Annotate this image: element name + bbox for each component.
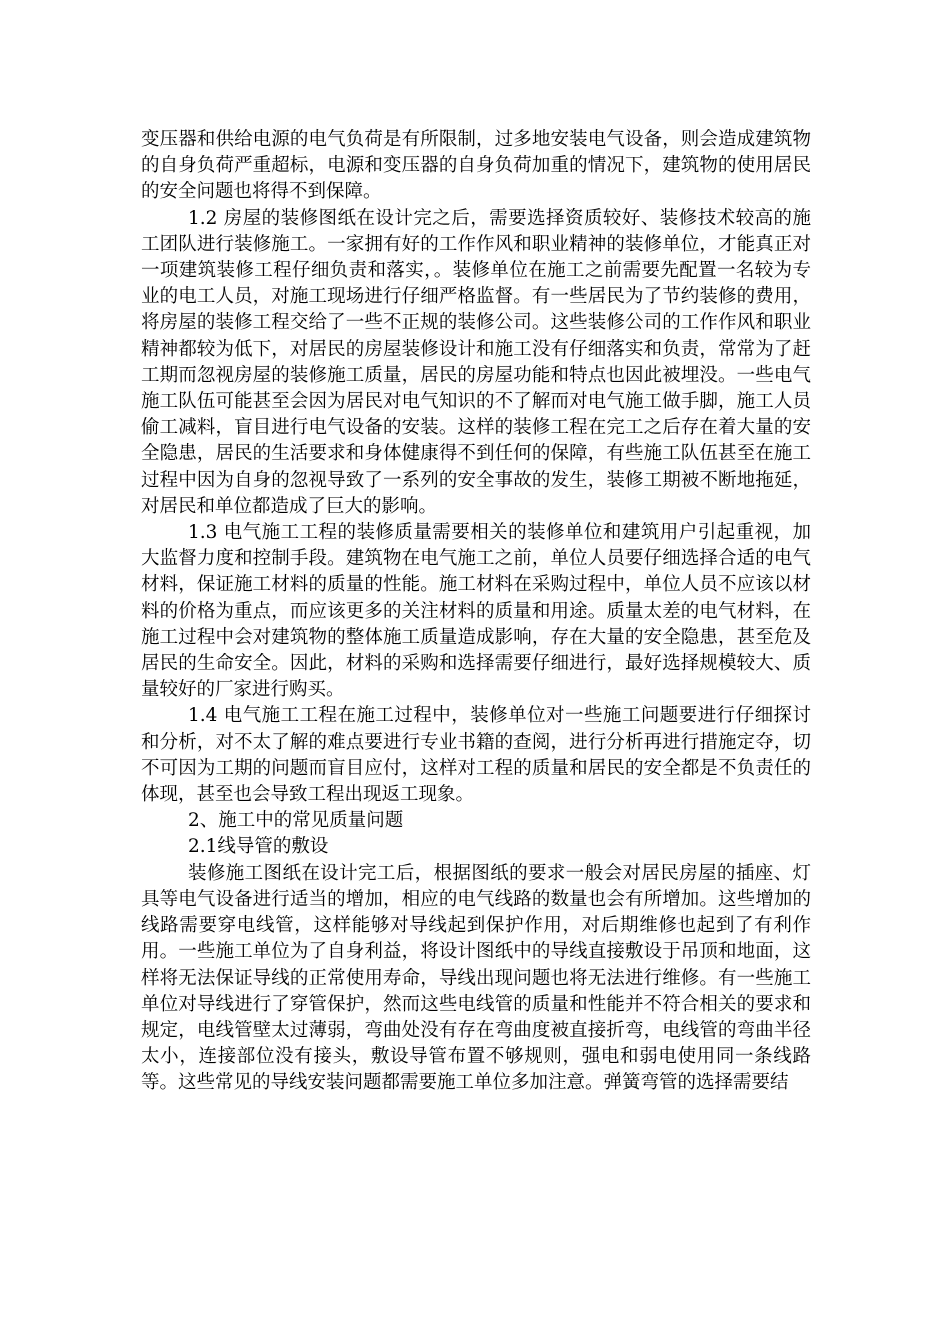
section-heading-2: 2、施工中的常见质量问题 bbox=[188, 810, 404, 832]
paragraph-section-1-3: 1.3 电气施工工程的装修质量需要相关的装修单位和建筑用户引起重视，加大监督力度和控制手段。建筑物在电气施工之前，单位人员要仔细选择合适的电气材料，保证施工材料的质量的性能。施工材料在采购过程中，单位人员不应该以材料的价格为重点，而应该更多的关注材料的质量和用途。质量太差的电气材料，在施工过程中会对建筑物的整体施工质量造成影响，存在大量的安全隐患，甚至危及居民的生命安全。因此，材料的采购和选择需要仔细进行，最好选择规模较大、质量较好的厂家进行购买。 bbox=[141, 522, 811, 701]
paragraph-section-1-4: 1.4 电气施工工程在施工过程中，装修单位对一些施工问题要进行仔细探讨和分析，对不太了解的难点要进行专业书籍的查阅，进行分析再进行措施定夺，切不可因为工期的问题而盲目应付，这样对工程的质量和居民的安全都是不负责任的体现，甚至也会导致工程出现返工现象。 bbox=[141, 705, 811, 806]
paragraph-continuation: 变压器和供给电源的电气负荷是有所限制，过多地安装电气设备，则会造成建筑物的自身负荷严重超标，电源和变压器的自身负荷加重的情况下，建筑物的使用居民的安全问题也将得不到保障。 bbox=[141, 129, 811, 203]
document-body bbox=[141, 127, 811, 1097]
paragraph-section-1-2: 1.2 房屋的装修图纸在设计完之后，需要选择资质较好、装修技术较高的施工团队进行装修施工。一家拥有好的工作作风和职业精神的装修单位，才能真正对一项建筑装修工程仔细负责和落实，。装修单位在施工之前需要先配置一名较为专业的电工人员，对施工现场进行仔细严格监督。有一些居民为了节约装修的费用，将房屋的装修工程交给了一些不正规的装修公司。这些装修公司的工作作风和职业精神都较为低下，对居民的房屋装修设计和施工没有仔细落实和负责，常常为了赶工期而忽视房屋的装修施工质量，居民的房屋功能和特点也因此被埋没。一些电气施工队伍可能甚至会因为居民对电气知识的不了解而对电气施工做手脚，施工人员偷工减料，盲目进行电气设备的安装。这样的装修工程在完工之后存在着大量的安全隐患，居民的生活要求和身体健康得不到任何的保障，有些施工队伍甚至在施工过程中因为自身的忽视导致了一系列的安全事故的发生，装修工期被不断地拖延，对居民和单位都造成了巨大的影响。 bbox=[141, 207, 811, 517]
paragraph-section-2-1: 装修施工图纸在设计完工后，根据图纸的要求一般会对居民房屋的插座、灯具等电气设备进行适当的增加，相应的电气线路的数量也会有所增加。这些增加的线路需要穿电线管，这样能够对导线起到保护作用，对后期维修也起到了有利作用。一些施工单位为了自身利益，将设计图纸中的导线直接敷设于吊顶和地面，这样将无法保证导线的正常使用寿命，导线出现问题也将无法进行维修。有一些施工单位对导线进行了穿管保护，然而这些电线管的质量和性能并不符合相关的要求和规定，电线管壁太过薄弱，弯曲处没有存在弯曲度被直接折弯，电线管的弯曲半径太小，连接部位没有接头，敷设导管布置不够规则，强电和弱电使用同一条线路等。这些常见的导线安装问题都需要施工单位多加注意。弹簧弯管的选择需要结 bbox=[141, 862, 811, 1094]
subsection-heading-2-1: 2.1线导管的敷设 bbox=[188, 836, 329, 858]
